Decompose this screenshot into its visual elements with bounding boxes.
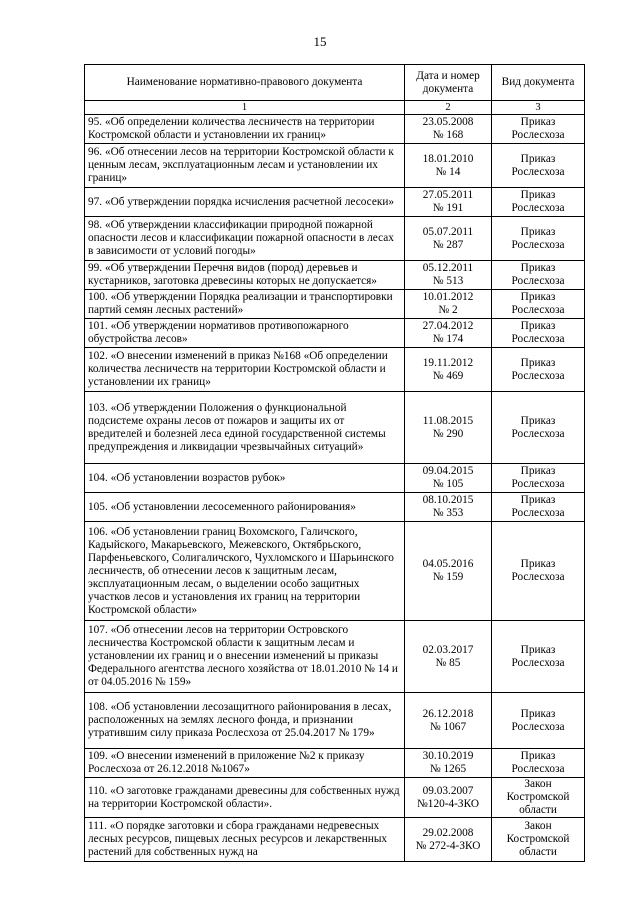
document-name: 103. «Об утверждении Положения о функциональной подсистеме охраны лесов от пожаров и защиты их от вредителей и болезней леса единой государственной системы предупреждения и ликвидации чрезвычайных ситуаций» [85,392,405,464]
table-row [85,392,585,464]
document-date: 09.03.2007 [422,784,474,797]
table-row [85,818,585,862]
document-kind: Приказ Рослесхоза [492,493,585,522]
document-kind: Приказ Рослесхоза [492,217,585,261]
table-row [85,144,585,188]
document-date: 11.08.2015 [422,414,474,427]
table-row [85,319,585,348]
document-kind: Закон Костромской области [492,778,585,818]
page-number: 15 [313,34,327,49]
table-row [85,493,585,522]
table-row [85,217,585,261]
document-name: 100. «Об утверждении Порядка реализации и транспортировки партий семян лесных растений» [85,290,405,319]
document-name: 97. «Об утверждении порядка исчисления расчетной лесосеки» [85,188,405,217]
document-name: 108. «Об установлении лесозащитного районирования в лесах, расположенных на землях лесного фонда, и признании утратившим силу приказа Рослесхоза от 25.04.2017 № 179» [85,693,405,749]
document-number: № 513 [432,275,464,287]
document-kind: Приказ Рослесхоза [492,115,585,144]
column-number: 3 [492,101,585,115]
document-date: 26.12.2018 [422,707,474,720]
document-date: 23.05.2008 [422,116,474,128]
document-number: № 272-4-ЗКО [415,839,481,852]
document-kind: Приказ Рослесхоза [492,144,585,188]
document-kind: Закон Костромской области [492,818,585,862]
document-date: 18.01.2010 [422,152,474,165]
document-kind: Приказ Рослесхоза [492,621,585,693]
document-date-number [405,115,492,144]
header-document-name: Наименование нормативно-правового документа [85,65,405,101]
document-number: № 1067 [429,720,467,733]
table-row [85,348,585,392]
document-date-number [405,144,492,188]
document-kind: Приказ Рослесхоза [492,348,585,392]
document-kind: Приказ Рослесхоза [492,290,585,319]
document-name: 98. «Об утверждении классификации природной пожарной опасности лесов и классификации пожарной опасности в лесах в зависимости от условий погоды» [85,217,405,261]
document-date: 05.12.2011 [422,262,474,274]
document-name: 101. «Об утверждении нормативов противопожарного обустройства лесов» [85,319,405,348]
table-row [85,693,585,749]
column-number-row [85,101,585,115]
table-body [85,115,585,862]
document-number: № 105 [432,478,464,490]
document-number: № 14 [435,165,461,178]
document-date: 09.04.2015 [422,465,474,477]
document-date-number [405,261,492,290]
column-number: 2 [405,101,492,115]
document-number: № 290 [432,427,464,440]
document-number: № 287 [432,238,464,251]
document-name: 111. «О порядке заготовки и сбора гражданами недревесных лесных ресурсов, пищевых лесных ресурсов и лекарственных растений для собственных нужд на [85,818,405,862]
document-date-number [405,778,492,818]
document-date-number [405,493,492,522]
document-date-number [405,464,492,493]
document-date-number [405,621,492,693]
document-name: 96. «Об отнесении лесов на территории Костромской области к ценным лесам, эксплуатационным лесам и установлении их границ» [85,144,405,188]
document-kind: Приказ Рослесхоза [492,464,585,493]
header-document-date: Дата и номер документа [405,65,492,101]
document-number: № 85 [435,656,461,669]
document-number: № 174 [432,333,464,345]
document-date-number [405,319,492,348]
table-row [85,188,585,217]
document-kind: Приказ Рослесхоза [492,188,585,217]
table-row [85,115,585,144]
document-name: 102. «О внесении изменений в приказ №168 «Об определении количества лесничеств на территории Костромской области и установлении их границ» [85,348,405,392]
document-date-number [405,290,492,319]
document-number: № 191 [432,202,464,214]
table-row [85,261,585,290]
document-kind: Приказ Рослесхоза [492,749,585,778]
document-date-number [405,522,492,621]
document-kind: Приказ Рослесхоза [492,319,585,348]
document-date-number [405,392,492,464]
document-number: № 1265 [429,763,467,775]
document-date-number [405,348,492,392]
document-date: 10.01.2012 [422,291,474,303]
document-date: 27.04.2012 [422,320,474,332]
document-name: 104. «Об установлении возрастов рубок» [85,464,405,493]
document-kind: Приказ Рослесхоза [492,392,585,464]
table-row [85,778,585,818]
document-date: 08.10.2015 [422,494,474,506]
document-name: 110. «О заготовке гражданами древесины для собственных нужд на территории Костромской области». [85,778,405,818]
document-name: 95. «Об определении количества лесничеств на территории Костромской области и установлении их границ» [85,115,405,144]
document-date: 27.05.2011 [422,189,474,201]
document-date: 02.03.2017 [422,643,474,656]
documents-table [84,64,585,862]
document-number: № 469 [432,369,464,382]
table-row [85,464,585,493]
document-date-number [405,818,492,862]
document-number: № 168 [432,129,464,141]
document-date-number [405,749,492,778]
document-date-number [405,188,492,217]
document-kind: Приказ Рослесхоза [492,693,585,749]
document-date: 30.10.2019 [422,750,474,762]
table-row [85,621,585,693]
document-date: 05.07.2011 [422,225,474,238]
document-number: № 2 [438,304,458,316]
document-number: № 159 [432,571,464,583]
document-name: 109. «О внесении изменений в приложение №2 к приказу Рослесхоза от 26.12.2018 №1067» [85,749,405,778]
header-document-kind: Вид документа [492,65,585,101]
document-number: №120-4-ЗКО [417,797,479,810]
document-name: 107. «Об отнесении лесов на территории Островского лесничества Костромской области к защитным лесам и установлении их границ и о внесении изменений ы приказы Федерального агентства лесного хозяйства от 18.01.2010 № 14 и от 04.05.2016 № 159» [85,621,405,693]
document-kind: Приказ Рослесхоза [492,522,585,621]
document-date: 19.11.2012 [422,356,474,369]
document-date-number [405,217,492,261]
table-row [85,290,585,319]
table-row [85,749,585,778]
document-name: 106. «Об установлении границ Вохомского, Галичского, Кадыйского, Макарьевского, Межевского, Октябрьского, Парфеньевского, Солигаличского, Чухломского и Шарьинского лесничеств, об отнесении лесов к защитным лесам, эксплуатационным лесам, о выделении особо защитных участков лесов и установления их границ на территории Костромской области» [85,522,405,621]
table-header-row [85,65,585,101]
document-kind: Приказ Рослесхоза [492,261,585,290]
document-date: 04.05.2016 [422,558,474,570]
document-number: № 353 [432,507,464,519]
column-number: 1 [85,101,405,115]
table-row [85,522,585,621]
document-name: 105. «Об установлении лесосеменного районирования» [85,493,405,522]
document-date: 29.02.2008 [422,826,474,839]
document-date-number [405,693,492,749]
document-name: 99. «Об утверждении Перечня видов (пород) деревьев и кустарников, заготовка древесины которых не допускается» [85,261,405,290]
